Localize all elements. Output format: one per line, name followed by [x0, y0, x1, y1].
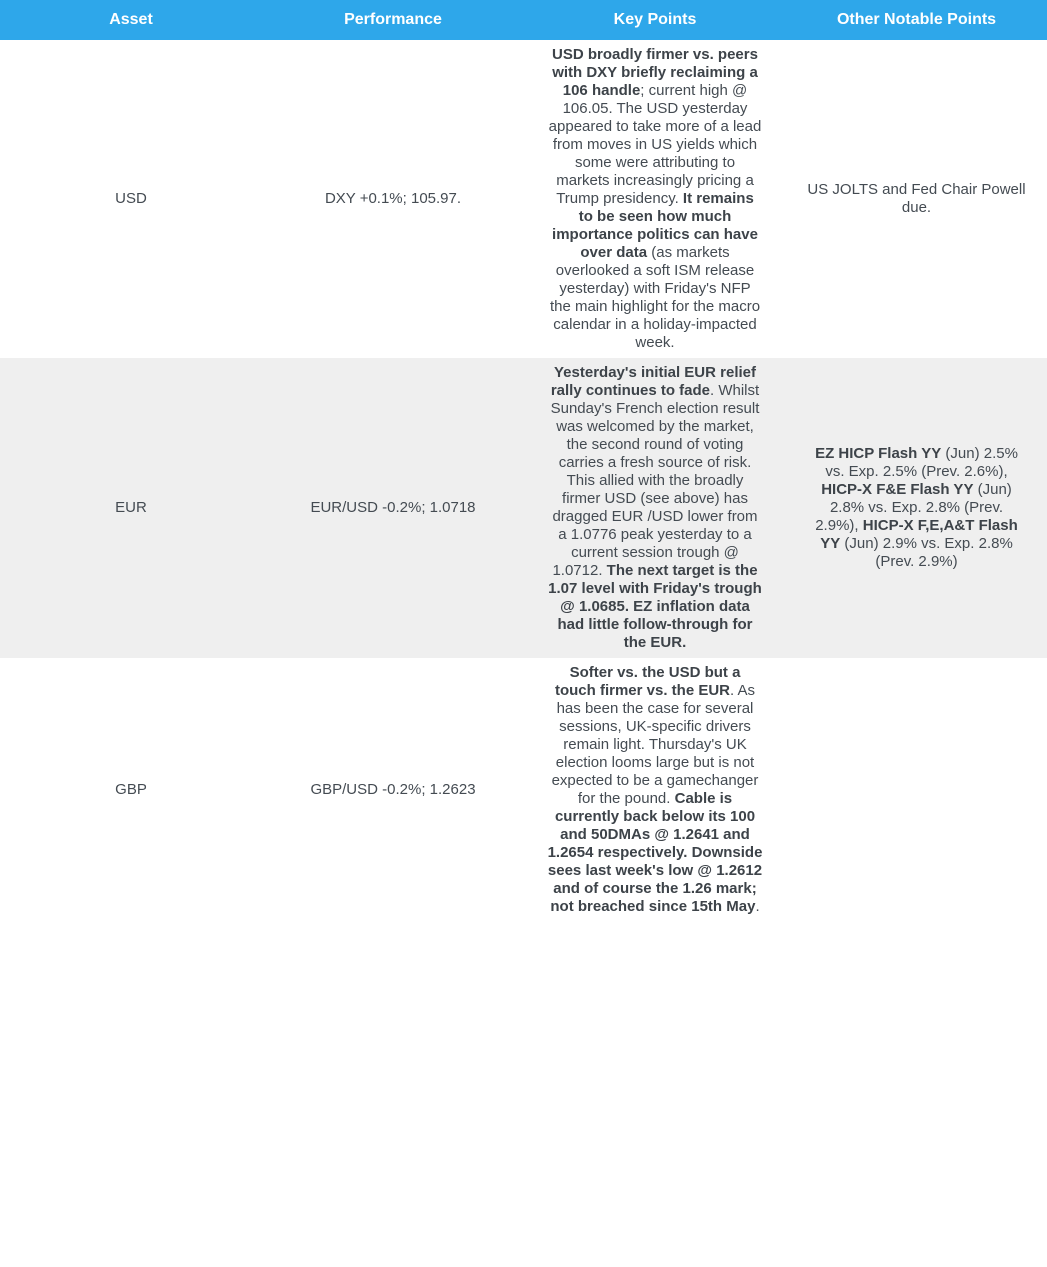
text-segment: (as markets overlooked a soft ISM release yesterday) with Friday's NFP the main highlight for the macro calendar in a holiday-impacted week. — [549, 244, 761, 351]
text-segment: US JOLTS and Fed Chair Powell due. — [807, 181, 1026, 216]
bold-text: EZ HICP Flash YY — [815, 445, 942, 462]
header-other-notable-points: Other Notable Points — [786, 0, 1047, 40]
other-notable-points-cell — [786, 40, 1047, 358]
asset-cell: GBP — [115, 781, 147, 798]
table-row — [0, 358, 1047, 658]
table-row — [0, 40, 1047, 358]
performance-cell: GBP/USD -0.2%; 1.2623 — [310, 781, 476, 798]
text-segment: . Whilst Sunday's French election result was welcomed by the market, the second round of voting carries a fresh source of risk. This allied with the broadly firmer USD (see above) has dragged EUR /USD lower from a 1.0776 peak yesterday to a current session trough @ 1.0712. — [550, 382, 760, 579]
asset-cell: USD — [115, 190, 147, 207]
bold-text: Cable is currently back below its 100 and 50DMAs @ 1.2641 and 1.2654 respectively. Downside sees last week's low @ 1.2612 and of course the 1.26 mark; not breached since 15th May — [547, 790, 763, 915]
bold-text: The next target is the 1.07 level with Friday's trough @ 1.0685. EZ inflation data had little follow-through for the EUR. — [548, 562, 762, 651]
performance-cell: EUR/USD -0.2%; 1.0718 — [262, 358, 524, 658]
header-asset: Asset — [0, 0, 262, 40]
performance-cell: DXY +0.1%; 105.97. — [324, 190, 462, 207]
text-segment: ; current high @ 106.05. The USD yesterday appeared to take more of a lead from moves in US yields which some were attributing to markets increasingly pricing a Trump presidency. — [548, 82, 762, 207]
bold-text: Yesterday's initial EUR relief rally continues to fade — [550, 364, 756, 399]
key-points-cell — [524, 40, 786, 358]
key-points-cell — [524, 658, 786, 922]
text-segment: (Jun) 2.8% vs. Exp. 2.8% (Prev. 2.9%), — [815, 481, 1012, 534]
text-segment: . As has been the case for several sessions, UK-specific drivers remain light. Thursday's UK election looms large but is not expected to be a gamechanger for the pound. — [551, 682, 759, 807]
text-segment: (Jun) 2.9% vs. Exp. 2.8% (Prev. 2.9%) — [840, 535, 1013, 570]
bold-text: HICP-X F&E Flash YY — [821, 481, 974, 498]
bold-text: Softer vs. the USD but a touch firmer vs. the EUR — [554, 664, 741, 699]
text-segment: (Jun) 2.5% vs. Exp. 2.5% (Prev. 2.6%), — [825, 445, 1018, 480]
bold-text: USD broadly firmer vs. peers with DXY briefly reclaiming a 106 handle — [552, 46, 758, 99]
bold-text: It remains to be seen how much importance politics can have over data — [552, 190, 758, 261]
bold-text: HICP-X F,E,A&T Flash YY — [820, 517, 1018, 552]
text-segment: . — [755, 898, 760, 915]
header-row — [0, 0, 1047, 40]
header-performance: Performance — [262, 0, 524, 40]
header-key-points: Key Points — [524, 0, 786, 40]
asset-cell: EUR — [0, 358, 262, 658]
table-row — [0, 658, 1047, 922]
other-notable-points-cell — [786, 358, 1047, 658]
key-points-cell — [524, 358, 786, 658]
other-notable-points-cell — [786, 658, 1047, 922]
